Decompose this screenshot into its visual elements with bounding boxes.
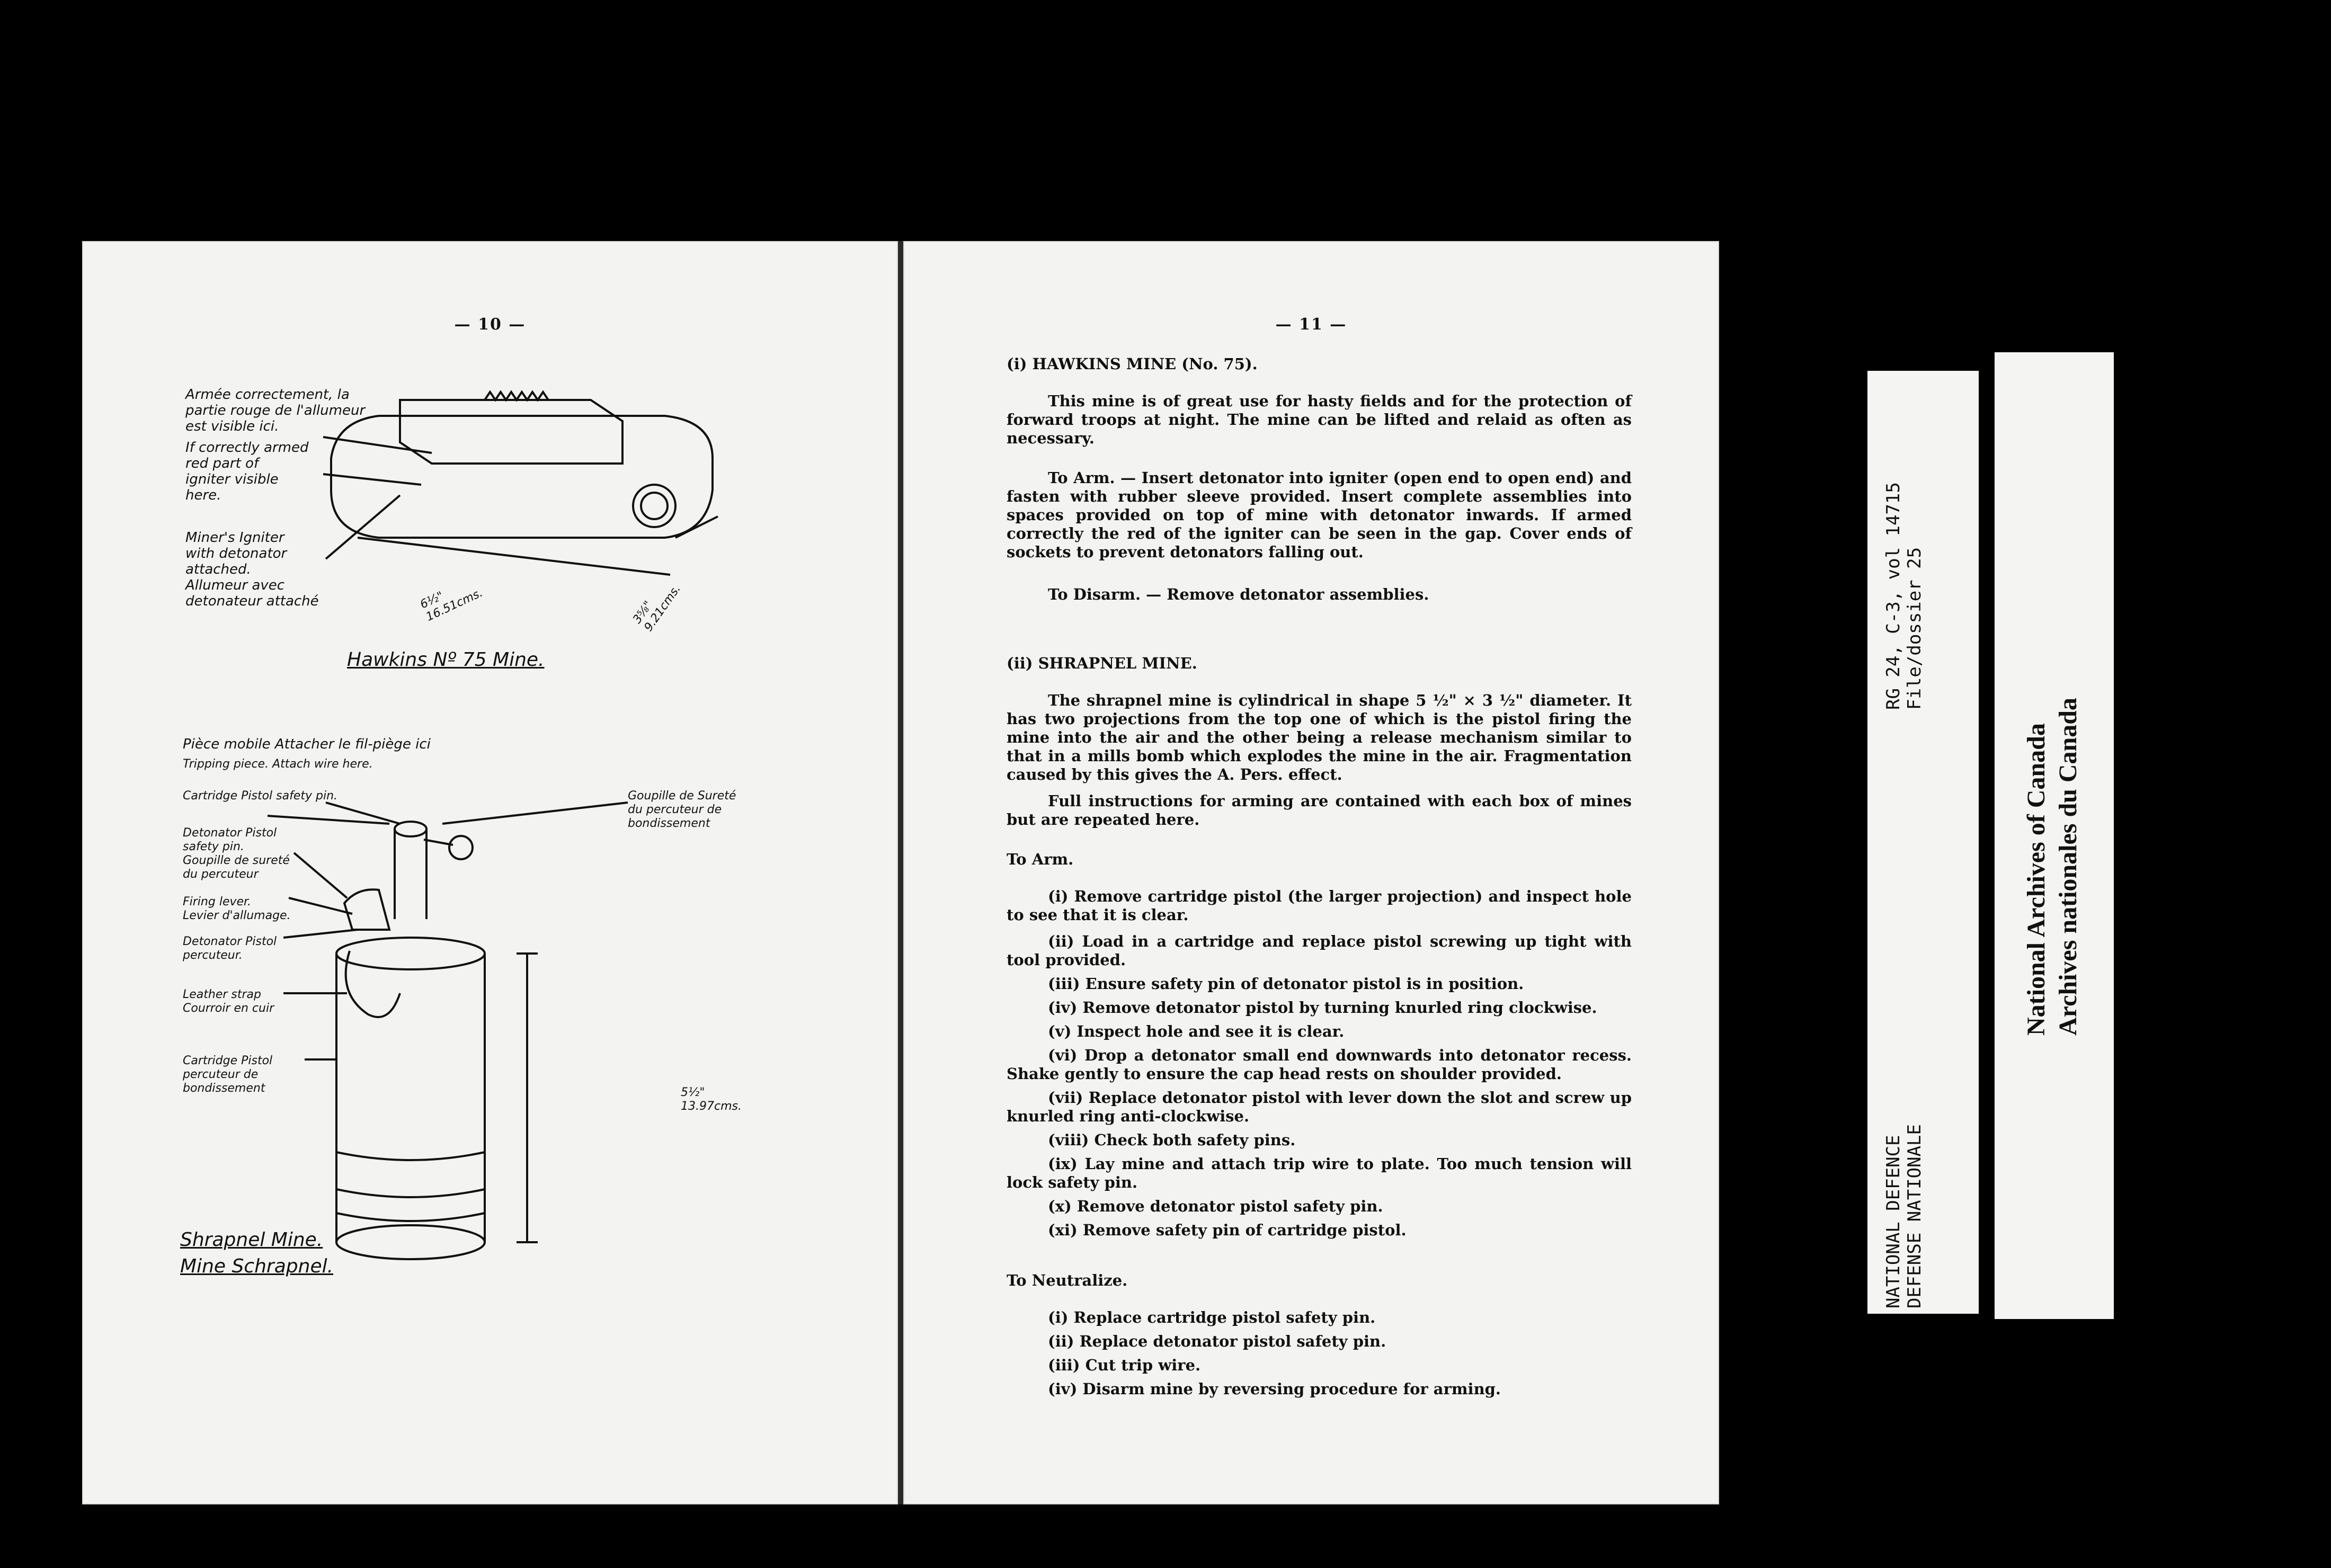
left-page bbox=[82, 241, 898, 1504]
shrapnel-intro: The shrapnel mine is cylindrical in shape 5 ½" × 3 ½" diameter. It has two projections from the top one of which is the pistol firing the mine into the air and the other being a release mechanism similar to that in a mills bomb which explodes the mine in the air. Fragmentation caused by this gives the A. Pers. effect. bbox=[1007, 691, 1632, 783]
dept-line1: NATIONAL DEFENCE bbox=[1883, 1135, 1904, 1308]
note-tripping-fr: Pièce mobile Attacher le fil-piège ici bbox=[183, 736, 431, 752]
archive-reference-strip bbox=[1867, 371, 1979, 1314]
to-arm-step: (viii) Check both safety pins. bbox=[1048, 1131, 1296, 1149]
to-arm-step: (vii) Replace detonator pistol with lever down the slot and screw up knurled ring anti-clockwise. bbox=[1007, 1089, 1632, 1125]
to-arm-step: (x) Remove detonator pistol safety pin. bbox=[1048, 1197, 1383, 1215]
to-arm-heading: To Arm. bbox=[1007, 850, 1074, 868]
to-arm-step: (ii) Load in a cartridge and replace pistol screwing up tight with tool provided. bbox=[1007, 932, 1632, 969]
hawkins-intro: This mine is of great use for hasty fields and for the protection of forward troops at night. The mine can be lifted and relaid as often as necessary. bbox=[1007, 392, 1632, 447]
shrapnel-heading: (ii) SHRAPNEL MINE. bbox=[1007, 654, 1197, 672]
note-leather-strap: Leather strap Courroir en cuir bbox=[183, 988, 274, 1015]
hawkins-to-disarm: To Disarm. — Remove detonator assemblies. bbox=[1048, 585, 1429, 603]
dim-width: 3⅝" 9.21cms. bbox=[630, 582, 683, 634]
archive-name-en: National Archives of Canada bbox=[2022, 723, 2050, 1036]
to-arm-step: (xi) Remove safety pin of cartridge pistol. bbox=[1048, 1221, 1407, 1239]
to-arm-step: (vi) Drop a detonator small end downwards into detonator recess. Shake gently to ensure the cap head rests on shoulder provided. bbox=[1007, 1046, 1632, 1083]
right-page bbox=[903, 241, 1719, 1504]
to-neutralize-step: (iv) Disarm mine by reversing procedure for arming. bbox=[1048, 1380, 1501, 1398]
hawkins-to-arm: To Arm. — Insert detonator into igniter (open end to open end) and fasten with rubber sleeve provided. Insert complete assemblies into spaces provided on top of mine with detonator inwards. If armed correctly the red of the igniter can be seen in the gap. Cover ends of sockets to prevent detonators falling out. bbox=[1007, 469, 1632, 561]
note-detonator-safety: Detonator Pistol safety pin. Goupille de sureté du percuteur bbox=[183, 826, 290, 881]
archive-ref-line2: File/dossier 25 bbox=[1904, 547, 1925, 710]
to-neutralize-step: (i) Replace cartridge pistol safety pin. bbox=[1048, 1308, 1376, 1326]
note-igniter-en: Miner's Igniter with detonator attached. bbox=[185, 530, 287, 577]
archive-ref-line1: RG 24, C-3, vol 14715 bbox=[1883, 482, 1904, 710]
to-arm-step: (i) Remove cartridge pistol (the larger projection) and inspect hole to see that it is clear. bbox=[1007, 887, 1632, 924]
note-firing-lever: Firing lever. Levier d'allumage. bbox=[183, 895, 291, 922]
dept-line2: DEFENSE NATIONALE bbox=[1904, 1124, 1925, 1308]
note-igniter-fr: Allumeur avec detonateur attaché bbox=[185, 577, 319, 609]
note-armed-en: If correctly armed red part of igniter visible here. bbox=[185, 440, 309, 503]
note-goupille-right: Goupille de Sureté du percuteur de bondissement bbox=[628, 789, 736, 830]
hawkins-caption: Hawkins Nº 75 Mine. bbox=[347, 649, 545, 671]
page-number: — 10 — bbox=[454, 315, 526, 334]
to-neutralize-heading: To Neutralize. bbox=[1007, 1271, 1128, 1289]
to-arm-step: (iii) Ensure safety pin of detonator pistol is in position. bbox=[1048, 975, 1524, 993]
to-arm-step: (iv) Remove detonator pistol by turning knurled ring clockwise. bbox=[1048, 999, 1597, 1017]
note-tripping-en: Tripping piece. Attach wire here. bbox=[183, 758, 373, 771]
shrapnel-caption-en: Shrapnel Mine. bbox=[180, 1229, 323, 1251]
note-detonator-pistol: Detonator Pistol percuteur. bbox=[183, 935, 277, 962]
shrapnel-instructions: Full instructions for arming are contained with each box of mines but are repeated here. bbox=[1007, 792, 1632, 828]
to-neutralize-step: (iii) Cut trip wire. bbox=[1048, 1356, 1201, 1374]
shrapnel-mine-drawing bbox=[82, 241, 898, 1504]
note-cartridge-safety: Cartridge Pistol safety pin. bbox=[183, 789, 338, 803]
to-arm-step: (ix) Lay mine and attach trip wire to plate. Too much tension will lock safety pin. bbox=[1007, 1155, 1632, 1191]
to-arm-step: (v) Inspect hole and see it is clear. bbox=[1048, 1022, 1345, 1040]
page-number: — 11 — bbox=[1275, 315, 1347, 334]
dim-length: 6½" 16.51cms. bbox=[418, 586, 485, 624]
note-armed-fr: Armée correctement, la partie rouge de l'allumeur est visible ici. bbox=[185, 387, 366, 434]
note-cartridge-pistol: Cartridge Pistol percuteur de bondissement bbox=[183, 1054, 273, 1095]
to-neutralize-step: (ii) Replace detonator pistol safety pin. bbox=[1048, 1332, 1386, 1350]
dim-height: 5½" 13.97cms. bbox=[681, 1086, 742, 1113]
shrapnel-caption-fr: Mine Schrapnel. bbox=[180, 1255, 334, 1277]
archive-name-fr: Archives nationales du Canada bbox=[2054, 698, 2082, 1036]
archive-name-strip bbox=[1995, 352, 2114, 1319]
hawkins-heading: (i) HAWKINS MINE (No. 75). bbox=[1007, 355, 1258, 373]
